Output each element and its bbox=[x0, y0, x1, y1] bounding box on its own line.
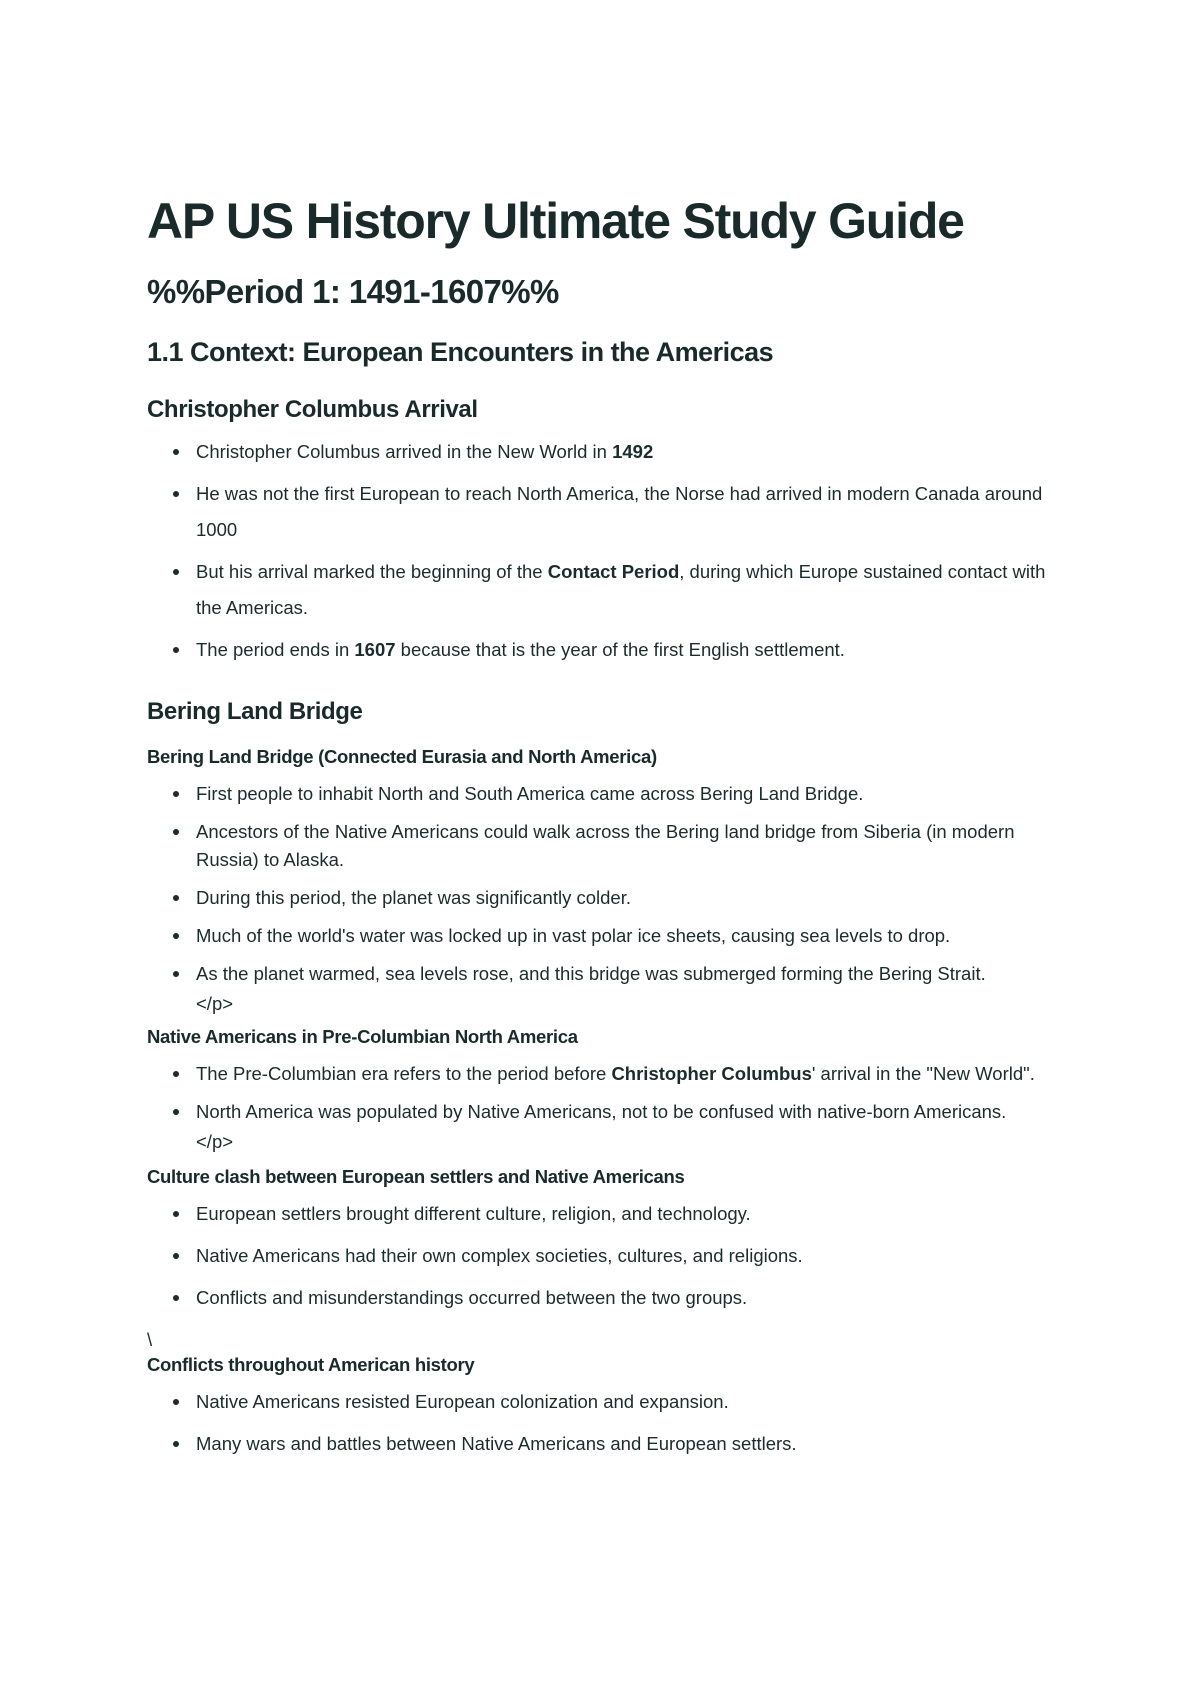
columbus-heading: Christopher Columbus Arrival bbox=[147, 396, 478, 423]
list-item: Conflicts and misunderstandings occurred between the two groups. bbox=[147, 1280, 1047, 1316]
list-item: European settlers brought different culture, religion, and technology. bbox=[147, 1196, 1047, 1232]
period-heading: %%Period 1: 1491-1607%% bbox=[147, 273, 559, 310]
document-title: AP US History Ultimate Study Guide bbox=[147, 193, 964, 249]
conflicts-heading: Conflicts throughout American history bbox=[147, 1354, 475, 1375]
stray-closing-tag: </p> bbox=[196, 993, 234, 1014]
section-heading: 1.1 Context: European Encounters in the Americas bbox=[147, 337, 774, 367]
list-item: Many wars and battles between Native Americans and European settlers. bbox=[147, 1426, 1047, 1462]
list-item: Much of the world's water was locked up in vast polar ice sheets, causing sea levels to drop. bbox=[147, 922, 1047, 950]
stray-closing-tag: </p> bbox=[196, 1131, 234, 1152]
list-item: The period ends in 1607 because that is the year of the first English settlement. bbox=[147, 632, 1047, 668]
list-item: Christopher Columbus arrived in the New World in 1492 bbox=[147, 434, 1047, 470]
list-item: He was not the first European to reach North America, the Norse had arrived in modern Canada around 1000 bbox=[147, 476, 1047, 548]
bering-subheading: Bering Land Bridge (Connected Eurasia and North America) bbox=[147, 746, 657, 767]
list-item: First people to inhabit North and South America came across Bering Land Bridge. bbox=[147, 780, 1047, 808]
document-page bbox=[147, 190, 1047, 1462]
list-item: As the planet warmed, sea levels rose, and this bridge was submerged forming the Bering Strait. bbox=[147, 960, 1047, 988]
list-item: Native Americans resisted European colonization and expansion. bbox=[147, 1384, 1047, 1420]
native-heading: Native Americans in Pre-Columbian North America bbox=[147, 1026, 578, 1047]
list-item: North America was populated by Native Americans, not to be confused with native-born Americans. bbox=[147, 1098, 1047, 1126]
list-item: The Pre-Columbian era refers to the period before Christopher Columbus' arrival in the "New World". bbox=[147, 1060, 1047, 1088]
native-list bbox=[147, 1060, 1047, 1126]
stray-backslash: \ bbox=[147, 1329, 153, 1350]
bering-list bbox=[147, 780, 1047, 988]
bering-heading: Bering Land Bridge bbox=[147, 698, 363, 725]
conflicts-list bbox=[147, 1384, 1047, 1462]
culture-heading: Culture clash between European settlers and Native Americans bbox=[147, 1166, 685, 1187]
list-item: During this period, the planet was significantly colder. bbox=[147, 884, 1047, 912]
list-item: But his arrival marked the beginning of the Contact Period, during which Europe sustained contact with the Americas. bbox=[147, 554, 1047, 626]
list-item: Ancestors of the Native Americans could walk across the Bering land bridge from Siberia (in modern Russia) to Alaska. bbox=[147, 818, 1047, 874]
culture-list bbox=[147, 1196, 1047, 1316]
columbus-list bbox=[147, 434, 1047, 668]
list-item: Native Americans had their own complex societies, cultures, and religions. bbox=[147, 1238, 1047, 1274]
